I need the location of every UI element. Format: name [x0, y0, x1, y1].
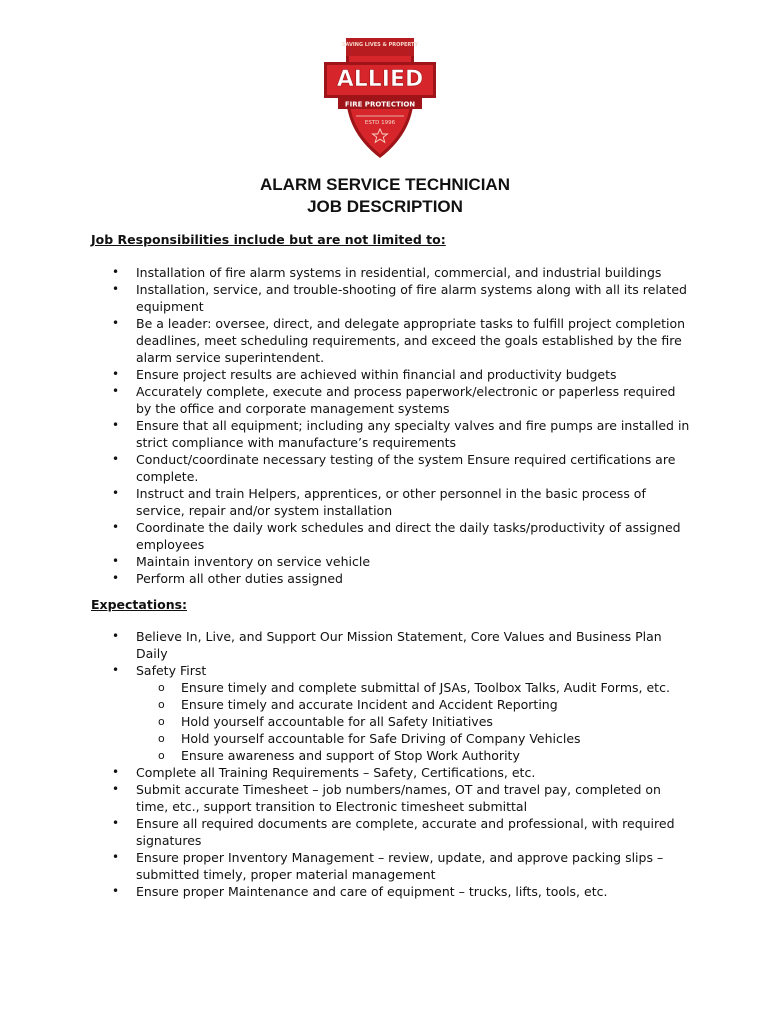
- list-item: • Perform all other duties assigned: [112, 571, 343, 586]
- allied-fire-protection-logo: [322, 34, 438, 162]
- list-item: • Maintain inventory on service vehicle: [112, 554, 371, 569]
- list-item: • Installation, service, and trouble-shooting of fire alarm systems along with all its related equipment: [112, 282, 687, 314]
- list-item: • Believe In, Live, and Support Our Mission Statement, Core Values and Business Plan Daily: [112, 629, 662, 661]
- list-item: • Installation of fire alarm systems in residential, commercial, and industrial buildings: [112, 265, 662, 280]
- document-subtitle: JOB DESCRIPTION: [307, 197, 463, 216]
- list-item: • Ensure proper Inventory Management – review, update, and approve packing slips – submitted timely, proper material management: [112, 850, 664, 882]
- list-item: • Ensure all required documents are complete, accurate and professional, with required signatures: [112, 816, 675, 848]
- list-item: • Instruct and train Helpers, apprentices, or other personnel in the basic process of service, repair and/or system installation: [112, 486, 646, 518]
- list-item: • Conduct/coordinate necessary testing of the system Ensure required certifications are complete.: [112, 452, 676, 484]
- sub-list-item: o Ensure timely and accurate Incident and Accident Reporting: [158, 697, 558, 712]
- svg-text:ESTD 1996: ESTD 1996: [364, 120, 396, 126]
- list-item: • Ensure that all equipment; including any specialty valves and fire pumps are installed in strict compliance with manufacture’s requirements: [112, 418, 690, 450]
- svg-text:FIRE PROTECTION: FIRE PROTECTION: [344, 100, 416, 109]
- expectations-heading: Expectations:: [91, 597, 188, 612]
- safety-sub-list: [136, 679, 690, 764]
- responsibilities-heading: Job Responsibilities include but are not limited to:: [91, 232, 446, 247]
- svg-text:SAVING LIVES & PROPERTY: SAVING LIVES & PROPERTY: [341, 42, 419, 48]
- list-item: • Submit accurate Timesheet – job numbers/names, OT and travel pay, completed on time, etc., support transition to Electronic timesheet submittal: [112, 782, 661, 814]
- list-item: • Ensure proper Maintenance and care of equipment – trucks, lifts, tools, etc.: [112, 884, 608, 899]
- expectations-list: [0, 628, 770, 900]
- sub-list-item: o Hold yourself accountable for Safe Driving of Company Vehicles: [158, 731, 581, 746]
- list-item: • Be a leader: oversee, direct, and delegate appropriate tasks to fulfill project completion deadlines, meet scheduling requirements, and exceed the goals established by the fire alarm service superintendent.: [112, 316, 686, 365]
- list-item: • Ensure project results are achieved within financial and productivity budgets: [112, 367, 617, 382]
- svg-text:ALLIED: ALLIED: [336, 67, 424, 92]
- job-title: ALARM SERVICE TECHNICIAN: [260, 175, 510, 194]
- responsibilities-list: [0, 264, 770, 587]
- sub-list-item: o Ensure awareness and support of Stop Work Authority: [158, 748, 520, 763]
- list-item: • Accurately complete, execute and process paperwork/electronic or paperless required by the office and corporate management systems: [112, 384, 676, 416]
- list-item: • Coordinate the daily work schedules and direct the daily tasks/productivity of assigned employees: [112, 520, 681, 552]
- sub-list-item: o Ensure timely and complete submittal of JSAs, Toolbox Talks, Audit Forms, etc.: [158, 680, 670, 695]
- sub-list-item: o Hold yourself accountable for all Safety Initiatives: [158, 714, 493, 729]
- list-item: • Complete all Training Requirements – Safety, Certifications, etc.: [112, 765, 536, 780]
- list-item: • Safety First o Ensure timely and complete submittal of JSAs, Toolbox Talks, Audit Forms, etc. o Ensure timely and accurate Incident and Accident Reporting o Hold yourself accountable for all Safety Initiatives o Hold yourself accountable for Safe Driving of Company Vehicles o Ensure awareness and support of Stop Work Authority: [0, 662, 770, 764]
